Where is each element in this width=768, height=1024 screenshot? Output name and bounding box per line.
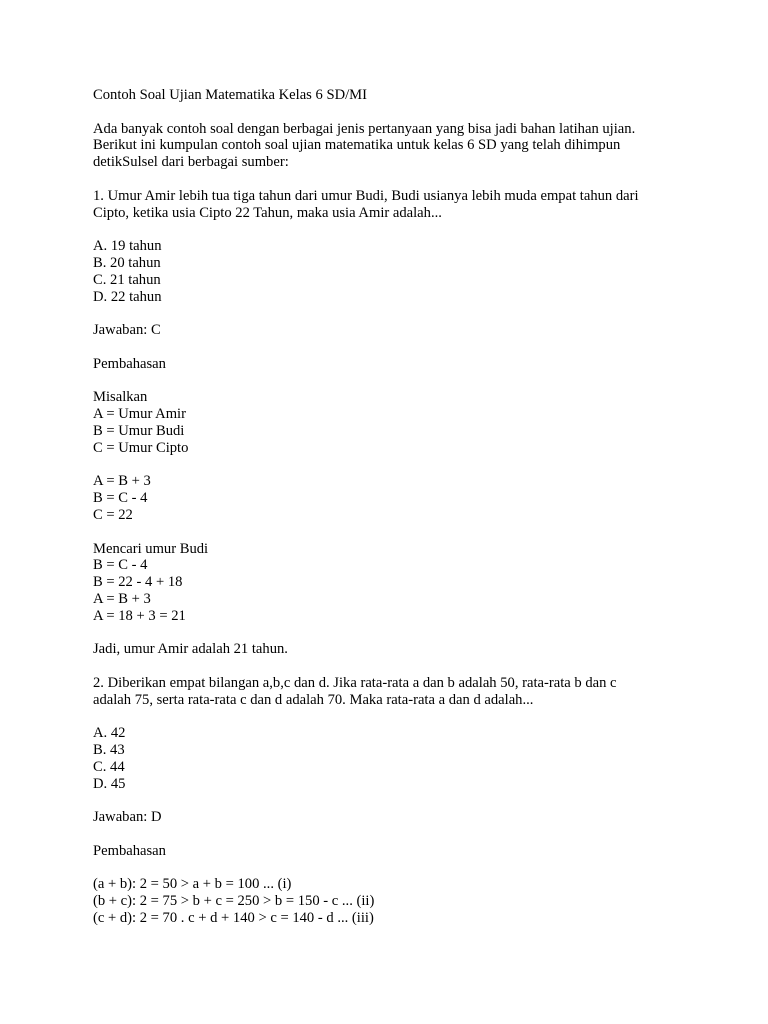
text-line: Misalkan bbox=[93, 389, 148, 406]
document-page bbox=[93, 87, 713, 927]
text-line: Mencari umur Budi bbox=[93, 540, 209, 557]
question-2-text bbox=[93, 675, 713, 709]
text-line: Berikut ini kumpulan contoh soal ujian matematika untuk kelas 6 SD yang telah dihimpun bbox=[93, 137, 621, 154]
text-line: (b + c): 2 = 75 > b + c = 250 > b = 150 - c ... (ii) bbox=[93, 893, 375, 910]
text-line: C = Umur Cipto bbox=[93, 439, 189, 456]
paragraph-gap bbox=[93, 524, 713, 541]
question-1-solution-steps bbox=[93, 541, 713, 625]
text-line: Jadi, umur Amir adalah 21 tahun. bbox=[93, 641, 288, 658]
text-line: Contoh Soal Ujian Matematika Kelas 6 SD/MI bbox=[93, 87, 368, 103]
text-line: B. 20 tahun bbox=[93, 254, 161, 271]
question-1-equations bbox=[93, 473, 713, 523]
text-line: A. 42 bbox=[93, 725, 126, 742]
paragraph-gap bbox=[93, 658, 713, 675]
paragraph-gap bbox=[93, 171, 713, 188]
document-title bbox=[93, 87, 713, 104]
question-1-variables bbox=[93, 389, 713, 456]
text-line: B = C - 4 bbox=[93, 557, 148, 574]
text-line: Ada banyak contoh soal dengan berbagai jenis pertanyaan yang bisa jadi bahan latihan ujian. bbox=[93, 120, 636, 137]
text-line: A = B + 3 bbox=[93, 473, 151, 490]
text-line: (a + b): 2 = 50 > a + b = 100 ... (i) bbox=[93, 876, 292, 893]
paragraph-gap bbox=[93, 708, 713, 725]
text-line: B. 43 bbox=[93, 742, 125, 759]
paragraph-gap bbox=[93, 826, 713, 843]
paragraph-gap bbox=[93, 860, 713, 877]
text-line: Pembahasan bbox=[93, 355, 166, 372]
text-line: A = 18 + 3 = 21 bbox=[93, 607, 186, 624]
paragraph-gap bbox=[93, 457, 713, 474]
text-line: D. 22 tahun bbox=[93, 288, 162, 305]
question-1-conclusion bbox=[93, 641, 713, 658]
text-line: B = Umur Budi bbox=[93, 422, 185, 439]
text-line: C = 22 bbox=[93, 506, 133, 523]
text-line: detikSulsel dari berbagai sumber: bbox=[93, 154, 289, 171]
question-2-options bbox=[93, 725, 713, 792]
question-1-options bbox=[93, 238, 713, 305]
text-line: B = C - 4 bbox=[93, 490, 148, 507]
text-line: 2. Diberikan empat bilangan a,b,c dan d. Jika rata-rata a dan b adalah 50, rata-rata b dan c bbox=[93, 674, 617, 691]
text-line: Jawaban: C bbox=[93, 322, 161, 339]
text-line: A. 19 tahun bbox=[93, 238, 162, 255]
question-1-discussion-heading bbox=[93, 356, 713, 373]
text-line: Jawaban: D bbox=[93, 809, 162, 826]
paragraph-gap bbox=[93, 221, 713, 238]
text-line: 1. Umur Amir lebih tua tiga tahun dari umur Budi, Budi usianya lebih muda empat tahun dari bbox=[93, 187, 639, 204]
question-2-discussion-heading bbox=[93, 843, 713, 860]
text-line: A = Umur Amir bbox=[93, 406, 186, 423]
text-line: Pembahasan bbox=[93, 842, 166, 859]
paragraph-gap bbox=[93, 792, 713, 809]
text-line: B = 22 - 4 + 18 bbox=[93, 574, 183, 591]
paragraph-gap bbox=[93, 373, 713, 390]
intro-paragraph bbox=[93, 121, 713, 171]
text-line: D. 45 bbox=[93, 775, 126, 792]
text-line: adalah 75, serta rata-rata c dan d adalah 70. Maka rata-rata a dan d adalah... bbox=[93, 691, 534, 708]
text-line: (c + d): 2 = 70 . c + d + 140 > c = 140 - d ... (iii) bbox=[93, 910, 374, 927]
paragraph-gap bbox=[93, 339, 713, 356]
text-line: A = B + 3 bbox=[93, 590, 151, 607]
question-1-answer bbox=[93, 322, 713, 339]
paragraph-gap bbox=[93, 305, 713, 322]
question-2-answer bbox=[93, 809, 713, 826]
paragraph-gap bbox=[93, 104, 713, 121]
paragraph-gap bbox=[93, 625, 713, 642]
question-2-solution-steps bbox=[93, 876, 713, 926]
text-line: C. 21 tahun bbox=[93, 271, 161, 288]
text-line: C. 44 bbox=[93, 758, 125, 775]
question-1-text bbox=[93, 188, 713, 222]
text-line: Cipto, ketika usia Cipto 22 Tahun, maka usia Amir adalah... bbox=[93, 204, 442, 221]
